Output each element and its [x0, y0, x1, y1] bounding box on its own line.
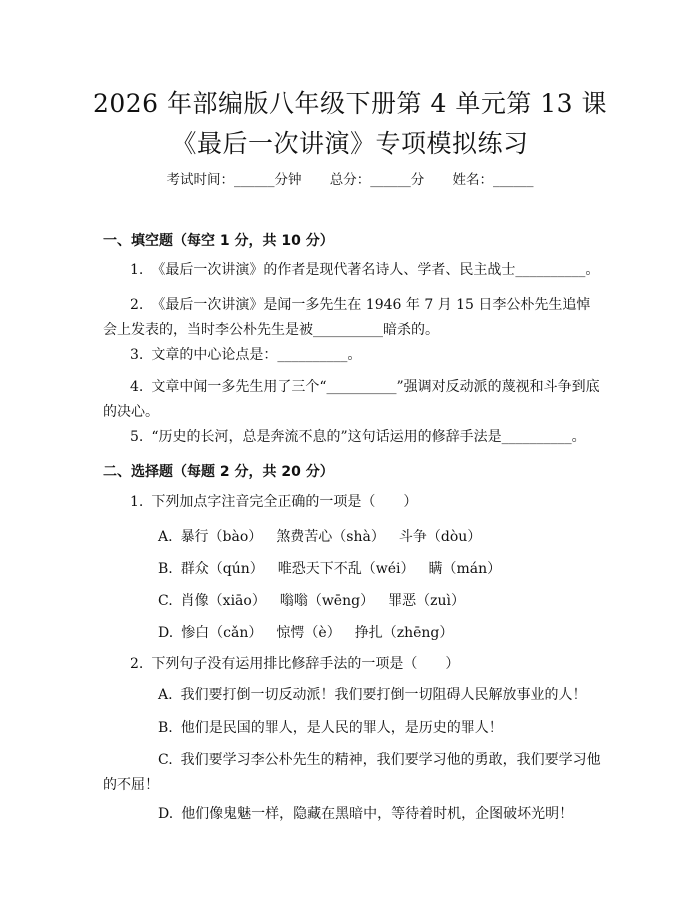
- option-letter: D.: [158, 625, 174, 641]
- choice-option-c: [158, 590, 465, 610]
- option-item: 惨白（cǎn）: [181, 625, 263, 641]
- fill-question-3: [103, 343, 603, 368]
- question-text: 下列加点字注音完全正确的一项是（ ）: [151, 494, 418, 510]
- option-text: 他们是民国的罪人，是人民的罪人，是历史的罪人！: [180, 720, 503, 736]
- fill-question-4: [103, 375, 603, 425]
- exam-meta: [0, 168, 700, 188]
- choice-option-d: [103, 802, 603, 827]
- question-number: 5.: [130, 429, 144, 445]
- question-number: 1.: [130, 494, 144, 510]
- question-text: 下列句子没有运用排比修辞手法的一项是（ ）: [151, 656, 460, 672]
- section-choice-title: 二、选择题（每题 2 分，共 20 分）: [103, 464, 334, 480]
- question-number: 3.: [130, 347, 144, 363]
- question-number: 2.: [130, 656, 144, 672]
- fill-question-2: [103, 293, 603, 343]
- choice-option-b: [158, 558, 501, 578]
- fill-question-1: [103, 258, 603, 283]
- option-text: 他们像鬼魅一样，隐藏在黑暗中，等待着时机，企图破坏光明！: [181, 806, 574, 822]
- option-text: 我们要学习李公朴先生的精神，我们要学习他的勇敢，我们要学习他的不屈！: [103, 752, 601, 793]
- option-text: 我们要打倒一切反动派！我们要打倒一切阻碍人民解放事业的人！: [180, 687, 587, 703]
- option-item: 罪恶（zuì）: [388, 593, 465, 609]
- option-letter: A.: [158, 529, 173, 545]
- option-item: 群众（qún）: [180, 561, 264, 577]
- question-number: 1.: [130, 262, 144, 278]
- option-letter: B.: [158, 720, 173, 736]
- option-item: 煞费苦心（shà）: [276, 529, 385, 545]
- choice-question-2: [103, 652, 603, 677]
- option-letter: C.: [158, 593, 173, 609]
- option-letter: C.: [158, 752, 173, 768]
- section-fill-blank-title: 一、填空题（每空 1 分，共 10 分）: [103, 233, 334, 249]
- question-text: 《最后一次讲演》的作者是现代著名诗人、学者、民主战士__________。: [151, 262, 600, 278]
- exam-title-line2: 《最后一次讲演》专项模拟练习: [171, 129, 529, 158]
- option-item: 暴行（bào）: [180, 529, 263, 545]
- question-number: 4.: [130, 379, 144, 395]
- option-item: 瞒（mán）: [428, 561, 502, 577]
- exam-name-field: 姓名：______: [452, 172, 534, 188]
- question-number: 2.: [130, 297, 144, 313]
- question-text: “历史的长河，总是奔流不息的”这句话运用的修辞手法是__________。: [151, 429, 586, 445]
- option-letter: A.: [158, 687, 173, 703]
- exam-score-field: 总分：______分: [329, 172, 425, 188]
- exam-title-line1: 2026 年部编版八年级下册第 4 单元第 13 课: [92, 89, 608, 118]
- option-item: 肖像（xiāo）: [180, 593, 266, 609]
- choice-option-b: [103, 716, 603, 741]
- option-item: 挣扎（zhēng）: [354, 625, 454, 641]
- choice-option-d: [158, 622, 453, 642]
- question-text: 《最后一次讲演》是闻一多先生在 1946 年 7 月 15 日李公朴先生追悼会上发表的，当时李公朴先生是被__________暗杀的。: [103, 297, 591, 338]
- option-item: 嗡嗡（wēng）: [279, 593, 375, 609]
- choice-option-a: [103, 683, 603, 708]
- option-item: 斗争（dòu）: [398, 529, 482, 545]
- choice-option-a: [158, 526, 481, 546]
- option-letter: D.: [158, 806, 174, 822]
- option-item: 唯恐天下不乱（wéi）: [277, 561, 415, 577]
- question-text: 文章的中心论点是：__________。: [151, 347, 362, 363]
- fill-question-5: [103, 425, 603, 450]
- exam-time-field: 考试时间：______分钟: [166, 172, 302, 188]
- option-letter: B.: [158, 561, 173, 577]
- option-item: 惊愕（è）: [276, 625, 341, 641]
- choice-option-c: [103, 748, 603, 798]
- question-text: 文章中闻一多先生用了三个“__________”强调对反动派的蔑视和斗争到底的决心。: [103, 379, 600, 420]
- choice-question-1: [103, 490, 603, 515]
